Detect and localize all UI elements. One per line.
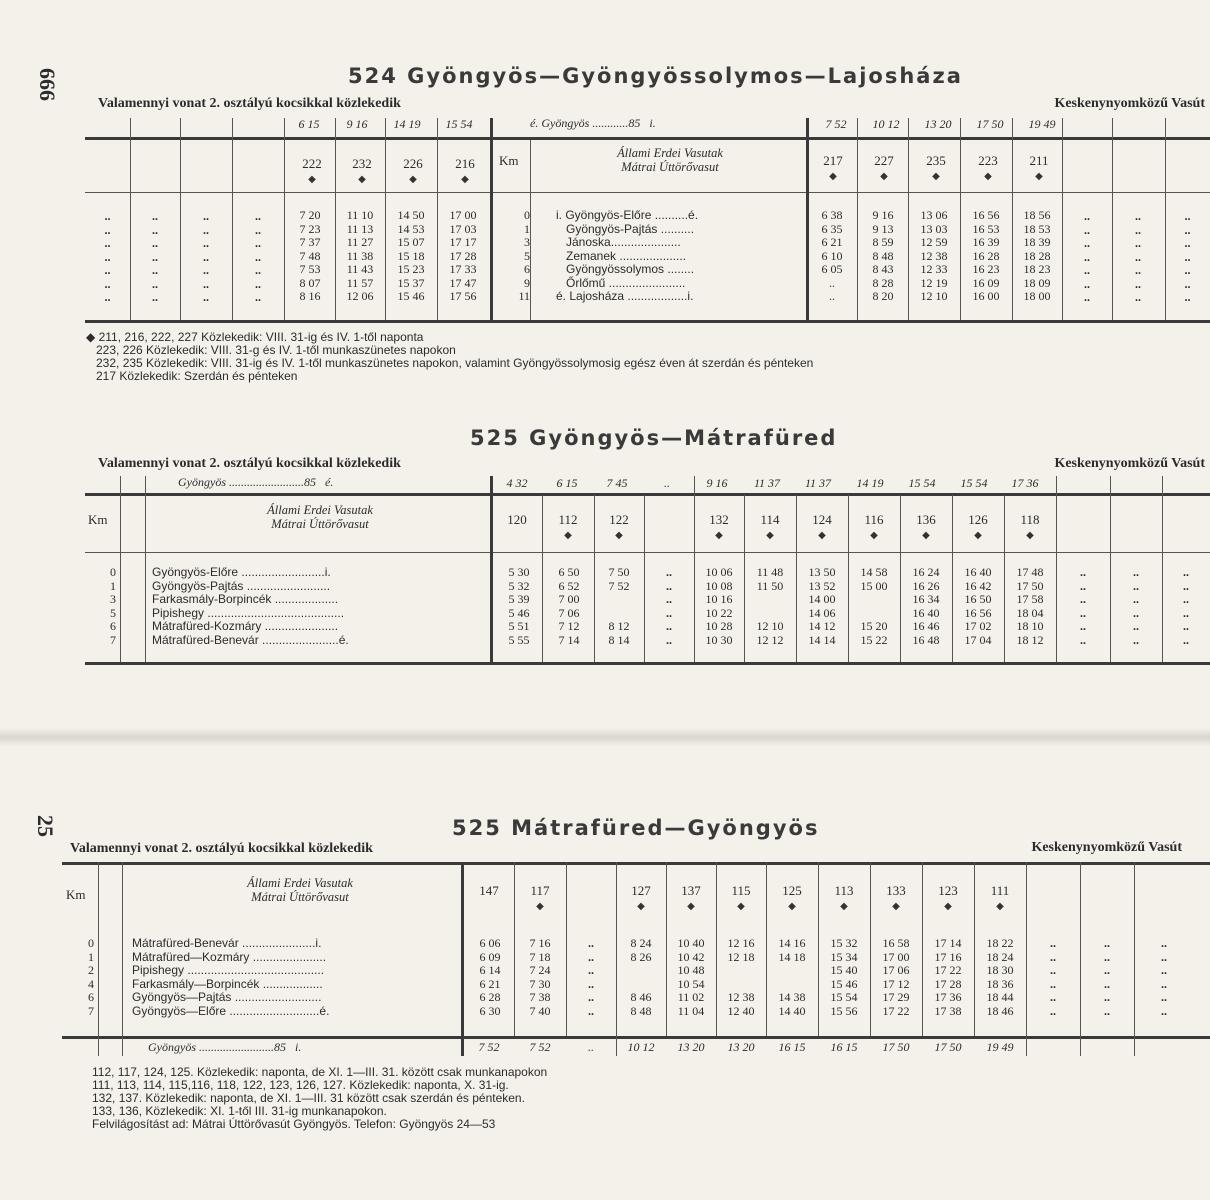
t524-connection-station: é. Gyöngyös ............85 i. — [530, 116, 656, 130]
conn-time: 6 15 — [298, 117, 320, 131]
conn-time: 4 32 — [506, 476, 528, 490]
t524-left-trains — [287, 156, 491, 185]
conn-time: 9 16 — [346, 117, 368, 131]
t525a-col: 11 48 11 50 12 10 12 12 — [756, 565, 784, 647]
t525b-notes: 112, 117, 124, 125. Közlekedik: naponta, de XI. 1—III. 31. között csak munkanapokon 111, 113, 114, 115,116, 118, 122, 123, 126, 127. Közlekedik: naponta, X. 31-ig. 132, 137. Közlekedik: naponta, de XI. 1—III. 31 között csak szerdán és pénteken. 133, 136, Közlekedik: XI. 1-től III. 31-ig munkanapokon. Felvilágosítást ad: Mátrai Úttörővasút Gyöngyös. Telefon: Gyöngyös 24—53 — [92, 1065, 548, 1131]
t524-notes: ◆ 211, 216, 222, 227 Közlekedik: VIII. 31-ig és IV. 1-től naponta 223, 226 Közlekedik: VIII. 31-g és IV. 1-től munkaszünetes napokon 232, 235 Közlekedik: VIII. 31-ig és IV. 1-től munkaszünetes napokon, valamint Gyöngyössolymosig egész éven át szerdán és pénteken 217 Közlekedik: Szerdán és pénteken — [86, 330, 814, 383]
t525b-col: 17 14 17 16 17 22 17 28 17 36 17 38 — [934, 936, 962, 1018]
diamond-icon: ◆ — [536, 901, 544, 912]
diamond-icon: ◆ — [932, 171, 940, 182]
diamond-icon: ◆ — [974, 530, 982, 541]
conn-time: 11 37 — [804, 476, 832, 490]
class-note: Valamennyi vonat 2. osztályú kocsikkal közlekedik — [98, 96, 401, 111]
conn-time: 9 16 — [706, 476, 728, 490]
diamond-icon: ◆ — [637, 901, 645, 912]
t524-col: 18 56 18 53 18 39 18 28 18 23 18 09 18 00 — [1023, 208, 1051, 303]
t525b-col: 10 40 10 42 10 48 10 54 11 02 11 04 — [677, 936, 705, 1018]
train-number: 124 ◆ — [796, 512, 848, 541]
diamond-icon: ◆ — [922, 530, 930, 541]
t525a-col: 13 50 13 52 14 00 14 06 14 12 14 14 — [808, 565, 836, 647]
train-number: 235 ◆ — [910, 153, 962, 182]
operator-label: Állami Erdei Vasutak Mátrai Úttörővasut — [247, 876, 353, 904]
train-number: 122 ◆ — [594, 512, 644, 541]
diamond-icon: ◆ — [615, 530, 623, 541]
conn-time: 6 15 — [556, 476, 578, 490]
conn-time: 7 52 — [478, 1040, 500, 1054]
operator-label: Állami Erdei Vasutak Mátrai Úttörővasut — [617, 146, 723, 174]
t525a-col: 16 24 16 26 16 34 16 40 16 46 16 48 — [912, 565, 940, 647]
conn-time: 7 52 — [825, 117, 847, 131]
train-number: 125 ◆ — [766, 883, 818, 912]
t525b-connections — [464, 1040, 1026, 1055]
train-number: 137 ◆ — [666, 883, 716, 912]
diamond-icon: ◆ — [308, 174, 316, 185]
train-number: 223 ◆ — [962, 153, 1014, 182]
railway-type: Keskenynyomközű Vasút — [1031, 840, 1182, 855]
t525a-col: 7 50 7 52 8 12 8 14 — [608, 565, 630, 647]
train-number: 226 ◆ — [387, 156, 439, 185]
diamond-icon: ◆ — [687, 901, 695, 912]
km-header: Km — [499, 153, 519, 168]
t524-col: 9 16 9 13 8 59 8 48 8 43 8 28 8 20 — [872, 208, 894, 303]
train-number: 114 ◆ — [744, 512, 796, 541]
diamond-icon: ◆ — [1026, 530, 1034, 541]
diamond-icon: ◆ — [564, 530, 572, 541]
t525a-col: 16 40 16 42 16 50 16 56 17 02 17 04 — [964, 565, 992, 647]
diamond-icon: ◆ — [870, 530, 878, 541]
t524-km: 0 1 3 5 6 9 11 — [518, 208, 530, 303]
conn-time: 14 19 — [856, 476, 884, 490]
train-number: 112 ◆ — [542, 512, 594, 541]
train-number: 147 — [479, 883, 499, 898]
operator-label: Állami Erdei Vasutak Mátrai Úttörővasut — [267, 503, 373, 531]
conn-time: 15 54 — [908, 476, 936, 490]
train-number: 132 ◆ — [694, 512, 744, 541]
t525a-col: 5 30 5 32 5 39 5 46 5 51 5 55 — [508, 565, 530, 647]
t525a-connection-station: Gyöngyös .........................85 é. — [178, 475, 334, 489]
diamond-icon: ◆ — [944, 901, 952, 912]
train-number: 113 ◆ — [818, 883, 870, 912]
t524-col: 17 00 17 03 17 17 17 28 17 33 17 47 17 56 — [449, 208, 477, 303]
train-number: 118 ◆ — [1004, 512, 1056, 541]
train-number: 117 ◆ — [514, 883, 566, 912]
conn-time: 15 54 — [960, 476, 988, 490]
diamond-icon: ◆ — [409, 174, 417, 185]
t525b-col: 12 16 12 18 12 38 12 40 — [727, 936, 755, 1018]
railway-type: Keskenynyomközű Vasút — [1054, 456, 1205, 471]
t525a-col: .. .. .. .. .. .. — [666, 565, 672, 647]
t525b-col: 8 24 8 26 8 46 8 48 — [630, 936, 652, 1018]
diamond-icon: ◆ — [818, 530, 826, 541]
t524-col: 7 20 7 23 7 37 7 48 7 53 8 07 8 16 — [299, 208, 321, 303]
t525b-col: 15 32 15 34 15 40 15 46 15 54 15 56 — [830, 936, 858, 1018]
diamond-icon: ◆ — [880, 171, 888, 182]
diamond-icon: ◆ — [840, 901, 848, 912]
page-number-top: 666 — [35, 68, 60, 101]
t525b-col: 14 16 14 18 14 38 14 40 — [778, 936, 806, 1018]
diamond-icon: ◆ — [996, 901, 1004, 912]
conn-time: 7 45 — [606, 476, 628, 490]
t524-col: 13 06 13 03 12 59 12 38 12 33 12 19 12 10 — [920, 208, 948, 303]
t525b-connection-station: Gyöngyös .........................85 i. — [148, 1040, 302, 1054]
t525a-col: 17 48 17 50 17 58 18 04 18 10 18 12 — [1016, 565, 1044, 647]
t525a-col: 14 58 15 00 15 20 15 22 — [860, 565, 888, 647]
conn-time: 14 19 — [393, 117, 421, 131]
train-number: 136 ◆ — [900, 512, 952, 541]
diamond-icon: ◆ — [715, 530, 723, 541]
diamond-icon: ◆ — [766, 530, 774, 541]
conn-time: 11 37 — [753, 476, 781, 490]
t525a-stations: Gyöngyös-Előre .........................i. Gyöngyös-Pajtás ......................... Farkasmály-Borpincék ................... Pipishegy ......................................... Mátrafüred-Kozmáry ...................... Mátrafüred-Benevár .......................é. — [152, 565, 349, 647]
class-note: Valamennyi vonat 2. osztályú kocsikkal közlekedik — [70, 841, 373, 856]
conn-time: 19 49 — [986, 1040, 1014, 1054]
diamond-icon: ◆ — [892, 901, 900, 912]
conn-time: .. — [664, 476, 670, 490]
train-number: 111 ◆ — [974, 883, 1026, 912]
diamond-icon: ◆ — [984, 171, 992, 182]
table-525a-title: 525 Gyöngyös—Mátrafüred — [470, 426, 838, 450]
t524-stations: i. Gyöngyös-Előre ..........é. Gyöngyös-Pajtás .......... Jánoska..................... Zemanek .................... Gyöngyössolymos ........ Őrlőmű ....................... é. Lajosháza ..................i. — [556, 208, 699, 303]
train-number: 133 ◆ — [870, 883, 922, 912]
conn-time: 19 49 — [1028, 117, 1056, 131]
t525a-col: 10 06 10 08 10 16 10 22 10 28 10 30 — [705, 565, 733, 647]
t524-col: 11 10 11 13 11 27 11 38 11 43 11 57 12 06 — [346, 208, 374, 303]
t525a-connections — [492, 476, 1050, 491]
diamond-icon: ◆ — [788, 901, 796, 912]
train-number: 222 ◆ — [287, 156, 337, 185]
diamond-icon: ◆ — [829, 171, 837, 182]
train-number: 120 — [507, 512, 527, 527]
train-number: 126 ◆ — [952, 512, 1004, 541]
t525b-km: 0 1 2 4 6 7 — [88, 936, 94, 1018]
t524-col: 6 38 6 35 6 21 6 10 6 05 .. .. — [821, 208, 843, 303]
t525b-col: 6 06 6 09 6 14 6 21 6 28 6 30 — [479, 936, 501, 1018]
conn-time: 17 50 — [976, 117, 1004, 131]
train-number: 116 ◆ — [848, 512, 900, 541]
diamond-icon: ◆ — [358, 174, 366, 185]
table-525b-title: 525 Mátrafüred—Gyöngyös — [452, 816, 820, 840]
train-number: 217 ◆ — [808, 153, 858, 182]
t524-col: 16 56 16 53 16 39 16 28 16 23 16 09 16 00 — [972, 208, 1000, 303]
diamond-icon: ◆ — [737, 901, 745, 912]
t525b-col: 7 16 7 18 7 24 7 30 7 38 7 40 — [529, 936, 551, 1018]
conn-time: 16 15 — [778, 1040, 806, 1054]
km-header: Km — [66, 887, 86, 902]
train-number: 211 ◆ — [1014, 153, 1064, 182]
km-header: Km — [88, 512, 108, 527]
conn-time: .. — [588, 1040, 594, 1054]
t525b-col: 16 58 17 00 17 06 17 12 17 29 17 22 — [882, 936, 910, 1018]
train-number: 115 ◆ — [716, 883, 766, 912]
t524-col: 14 50 14 53 15 07 15 18 15 23 15 37 15 46 — [397, 208, 425, 303]
conn-time: 17 50 — [934, 1040, 962, 1054]
t524-right-connections — [812, 117, 1068, 132]
train-number — [644, 512, 694, 541]
railway-type: Keskenynyomközű Vasút — [1054, 96, 1205, 111]
t525b-col: .. .. .. .. .. .. — [588, 936, 594, 1018]
train-number: 227 ◆ — [858, 153, 910, 182]
train-number: 216 ◆ — [439, 156, 491, 185]
train-number: 127 ◆ — [616, 883, 666, 912]
t525a-km: 0 1 3 5 6 7 — [110, 565, 116, 647]
page-fold — [0, 728, 1210, 746]
train-number — [566, 883, 616, 912]
t525b-stations: Mátrafüred-Benevár ......................i. Mátrafüred—Kozmáry ...................... Pipishegy ......................................... Farkasmály—Borpincék .................. Gyöngyös—Pajtás .......................... Gyöngyös—Előre ...........................é. — [132, 936, 330, 1018]
conn-time: 7 52 — [529, 1040, 551, 1054]
t525a-col: 6 50 6 52 7 00 7 06 7 12 7 14 — [558, 565, 580, 647]
conn-time: 15 54 — [445, 117, 473, 131]
t525a-trains — [492, 512, 1056, 541]
conn-time: 10 12 — [872, 117, 900, 131]
diamond-icon: ◆ — [1035, 171, 1043, 182]
page-number-bottom: 25 — [33, 815, 58, 837]
diamond-icon: ◆ — [461, 174, 469, 185]
t525b-trains — [464, 883, 1026, 912]
t525b-col: 18 22 18 24 18 30 18 36 18 44 18 46 — [986, 936, 1014, 1018]
conn-time: 17 50 — [882, 1040, 910, 1054]
t524-right-trains — [808, 153, 1064, 182]
conn-time: 16 15 — [830, 1040, 858, 1054]
class-note: Valamennyi vonat 2. osztályú kocsikkal közlekedik — [98, 456, 401, 471]
conn-time: 13 20 — [727, 1040, 755, 1054]
conn-time: 13 20 — [677, 1040, 705, 1054]
table-524-title: 524 Gyöngyös—Gyöngyössolymos—Lajosháza — [348, 64, 963, 88]
train-number: 123 ◆ — [922, 883, 974, 912]
conn-time: 13 20 — [924, 117, 952, 131]
conn-time: 17 36 — [1011, 476, 1039, 490]
conn-time: 10 12 — [627, 1040, 655, 1054]
train-number: 232 ◆ — [337, 156, 387, 185]
